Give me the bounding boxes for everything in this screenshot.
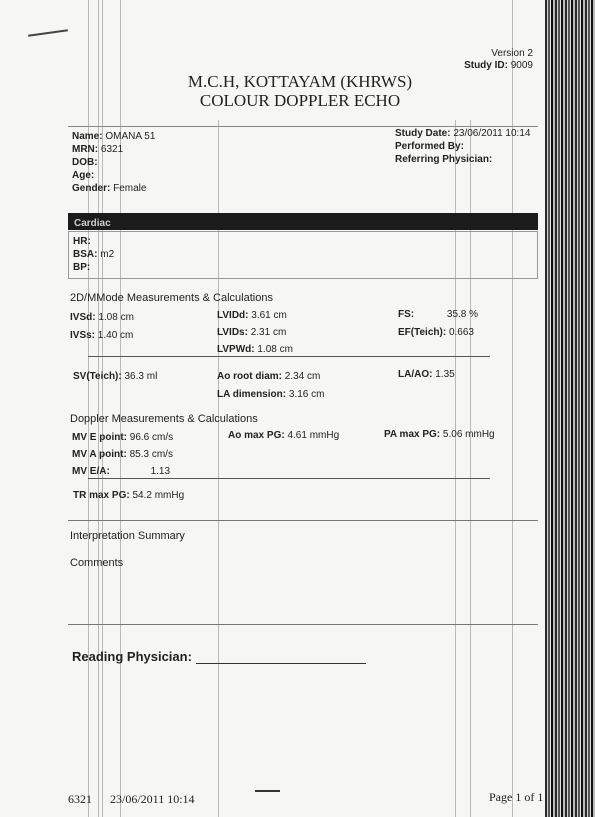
interpretation-summary: Interpretation Summary: [70, 530, 185, 542]
performed-by: Performed By:: [395, 141, 464, 152]
version-block: [464, 48, 533, 72]
footer-id: 6321: [68, 792, 92, 806]
ao-la: [217, 368, 324, 404]
mv-e: MV E point: 96.6 cm/s: [72, 432, 174, 443]
mv-ea: MV E/A: 1.13: [72, 466, 171, 477]
page-number: Page 1 of 1: [489, 790, 544, 804]
study-id: Study ID: 9009: [464, 60, 533, 71]
mmode-col3: [398, 306, 478, 342]
mmode-heading: 2D/MMode Measurements & Calculations: [70, 292, 273, 304]
hr-label: HR:: [73, 236, 91, 247]
ao-root: Ao root diam: 2.34 cm: [217, 371, 321, 382]
la-dimension: LA dimension: 3.16 cm: [217, 389, 325, 400]
patient-gender: Gender: Female: [72, 183, 147, 194]
mv-a: MV A point: 85.3 cm/s: [72, 449, 173, 460]
scan-edge-artifact: [545, 0, 595, 817]
ao-max-pg: Ao max PG: 4.61 mmHg: [228, 430, 340, 441]
cardiac-label: Cardiac: [74, 218, 111, 229]
referring-physician: Referring Physician:: [395, 154, 493, 165]
pen-mark: [28, 29, 68, 37]
lvpwd: LVPWd: 1.08 cm: [217, 344, 293, 355]
lvids: LVIDs: 2.31 cm: [217, 327, 287, 338]
patient-dob: DOB:: [72, 157, 98, 168]
patient-info: [72, 130, 155, 195]
pen-mark: [255, 790, 280, 792]
doppler-col1: [72, 429, 173, 480]
mmode-col1: [70, 309, 134, 345]
patient-name: Name: OMANA 51: [72, 131, 156, 142]
pa-max-pg: PA max PG: 5.06 mmHg: [384, 429, 495, 440]
footer-datetime: 23/06/2011 10:14: [110, 792, 195, 806]
mmode-col2: [217, 307, 293, 358]
lvidd: LVIDd: 3.61 cm: [217, 310, 287, 321]
divider: [88, 478, 490, 479]
vitals: [73, 235, 114, 274]
tr-max-pg: TR max PG: 54.2 mmHg: [73, 490, 185, 501]
patient-age: Age:: [72, 170, 95, 181]
bp-label: BP:: [73, 262, 91, 273]
comments-label: Comments: [70, 557, 124, 569]
hospital-title: M.C.H, KOTTAYAM (KHRWS): [187, 72, 413, 91]
version-label: Version 2: [491, 48, 533, 59]
divider: [68, 520, 538, 521]
study-date: Study Date: 23/06/2011 10:14: [395, 128, 531, 139]
cardiac-section-bar: [68, 213, 538, 230]
ef: EF(Teich): 0.663: [398, 327, 474, 338]
divider: [68, 624, 538, 625]
patient-mrn: MRN: 6321: [72, 144, 124, 155]
ivss: IVSs: 1.40 cm: [70, 330, 134, 341]
vitals-box: [68, 231, 538, 279]
ivsd: IVSd: 1.08 cm: [70, 312, 134, 323]
fs: FS: 35.8 %: [398, 309, 479, 320]
divider: [88, 356, 490, 357]
doppler-heading: Doppler Measurements & Calculations: [70, 413, 258, 425]
sv: SV(Teich): 36.3 ml: [73, 371, 158, 382]
study-info: [395, 127, 530, 166]
bsa: BSA: m2: [73, 249, 115, 260]
report-title: COLOUR DOPPLER ECHO: [199, 91, 401, 110]
signature-line: [196, 651, 366, 664]
la-ao: LA/AO: 1.35: [398, 369, 455, 380]
reading-physician: Reading Physician:: [72, 649, 366, 664]
